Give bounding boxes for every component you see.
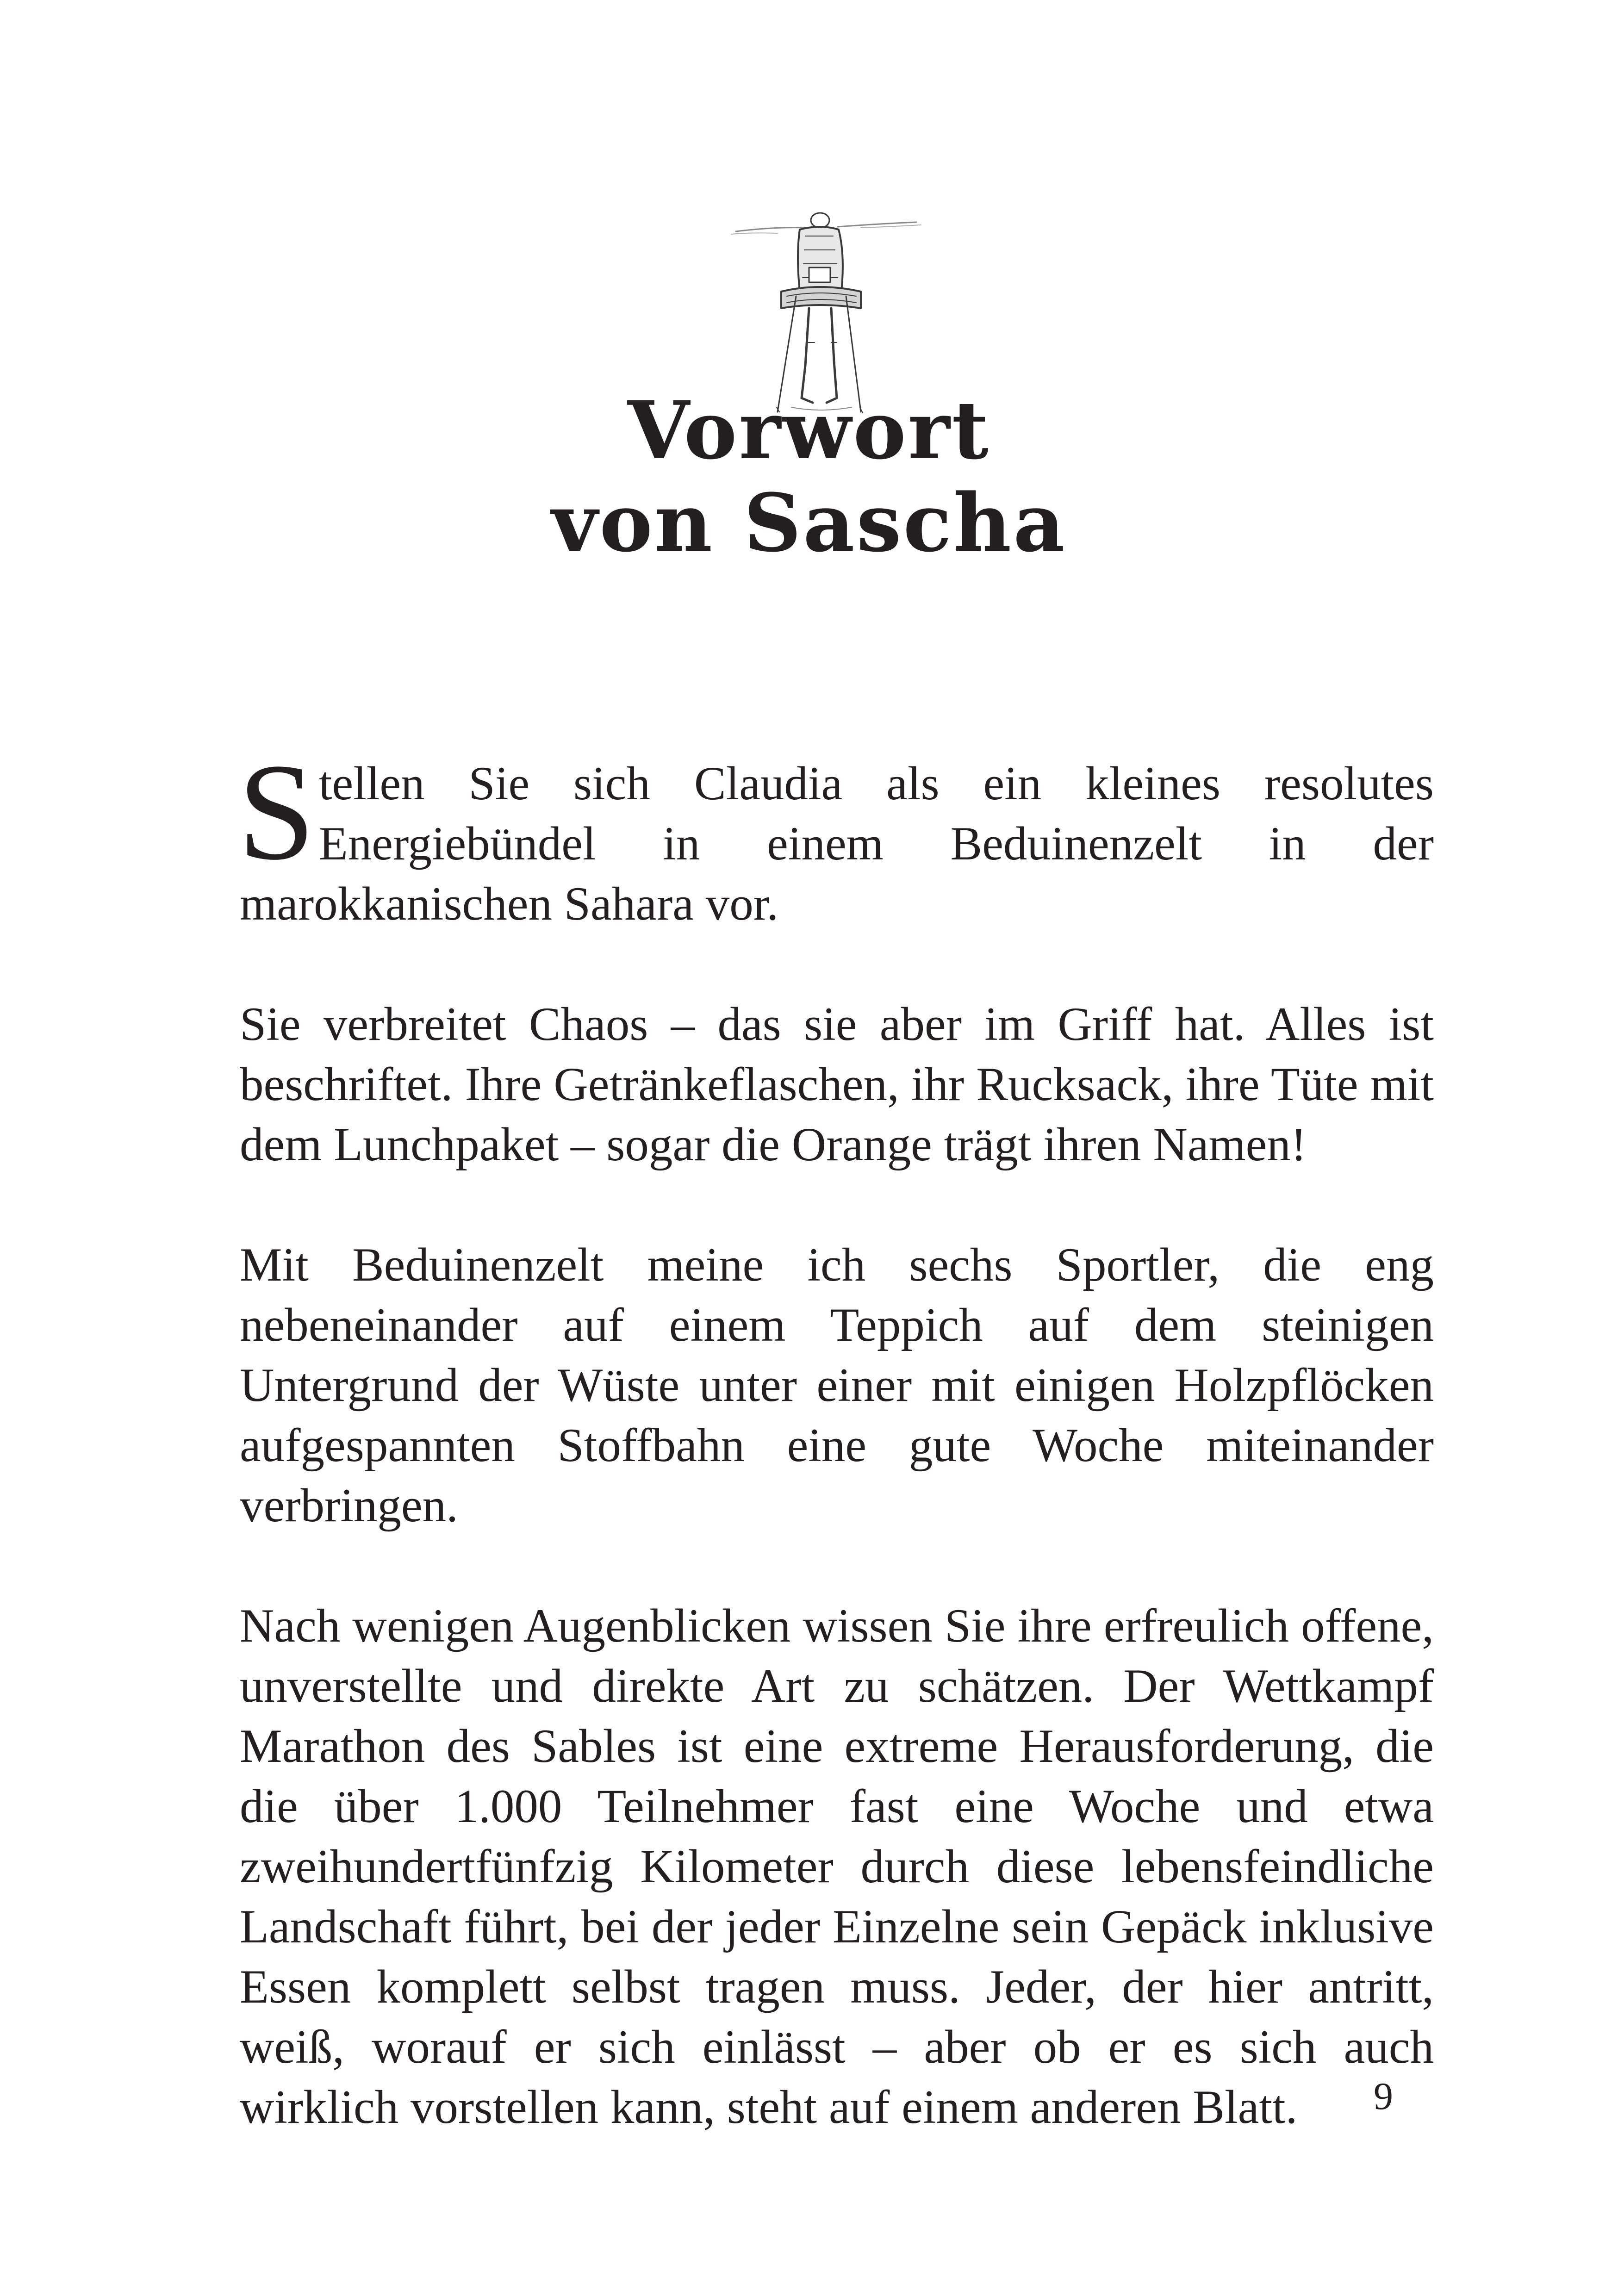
paragraph-3: Mit Beduinenzelt meine ich sechs Sportler, die eng nebeneinander auf einem Teppich auf dem steinigen Untergrund der Wüste unter einer mit einigen Holzpflöcken aufgespannten Stoffbahn eine gute Woche miteinander verbringen. xyxy=(240,1238,1434,1532)
drop-cap: S xyxy=(238,735,315,889)
chapter-title-line-2: von Sascha xyxy=(551,476,1067,570)
chapter-title xyxy=(0,384,1618,569)
chapter-title-line-1: Vorwort xyxy=(628,383,990,477)
paragraph-4: Nach wenigen Augenblicken wissen Sie ihre erfreulich offene, unverstellte und direkte Art zu schätzen. Der Wettkampf Marathon des Sables ist eine extreme Herausforderung, die die über 1.000 Teilnehmer fast eine Woche und etwa zweihundertfünfzig Kilometer durch diese lebensfeindliche Landschaft führt, bei der jeder Einzelne sein Gepäck inklusive Essen komplett selbst tragen muss. Jeder, der hier antritt, weiß, worauf er sich einlässt – aber ob er es sich auch wirklich vorstellen kann, steht auf einem anderen Blatt. xyxy=(240,1599,1434,2134)
page-number: 9 xyxy=(1374,2075,1393,2118)
paragraph-1 xyxy=(238,735,1434,934)
paragraph-2: Sie verbreitet Chaos – das sie aber im Griff hat. Alles ist beschriftet. Ihre Getränkeflaschen, ihr Rucksack, ihre Tüte mit dem Lunchpaket – sogar die Orange trägt ihren Namen! xyxy=(240,998,1434,1171)
body-text xyxy=(238,735,1434,2197)
paragraph-1-text: tellen Sie sich Claudia als ein kleines resolutes Energiebündel in einem Beduinenzelt in der marokkanischen Sahara vor. xyxy=(240,757,1434,930)
